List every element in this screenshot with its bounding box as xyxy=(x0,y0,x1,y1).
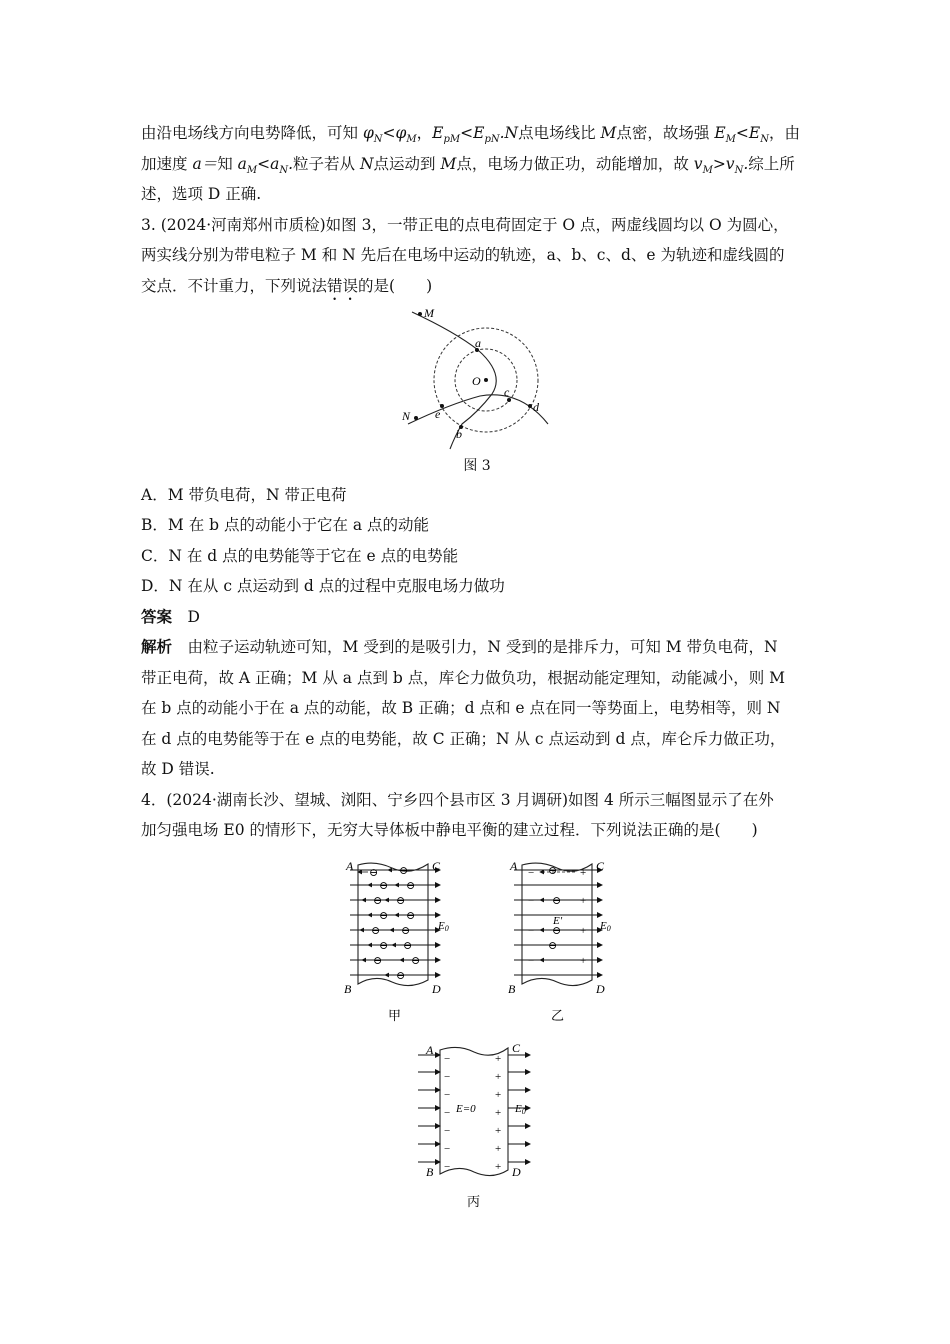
text: 知 xyxy=(217,154,238,173)
label-C: C xyxy=(432,859,441,873)
positive-charge: + xyxy=(495,1143,502,1155)
negative-charge: − xyxy=(444,1053,451,1065)
answer-label: 答案 xyxy=(141,607,173,626)
q3-stem-1: 3. (2024·河南郑州市质检)如图 3，一带正电的点电荷固定于 O 点，两虚线圆均以 O 为圆心， xyxy=(141,215,789,234)
electron: ⊖ xyxy=(369,867,379,879)
electron: ⊖ xyxy=(373,895,383,907)
positive-charge: + xyxy=(580,895,587,907)
text: 点运动到 xyxy=(373,154,441,173)
negative-charge: − xyxy=(444,1143,451,1155)
solution-line-3: 述，选项 D 正确. xyxy=(141,185,262,203)
label-b: b xyxy=(456,426,462,441)
label-d: d xyxy=(533,399,539,414)
label-E0: E0 xyxy=(600,920,611,933)
ep-inequality: $E_{pM}<E_{pN}.N$ xyxy=(432,124,519,146)
label-D: D xyxy=(432,982,441,996)
electron: ⊖ xyxy=(379,940,389,952)
var-N: N xyxy=(359,154,374,173)
label-C: C xyxy=(596,859,605,873)
figure-3-caption: 图 3 xyxy=(463,457,491,474)
text: 点电场线比 xyxy=(518,124,601,142)
figure-3 xyxy=(141,304,813,452)
analysis-line-4: 在 d 点的电势能等于在 e 点的电势能，故 C 正确；N 从 c 点运动到 d 点，库仑斥力做正功， xyxy=(141,729,786,748)
var-M: M xyxy=(440,154,457,173)
electron: ⊖ xyxy=(548,865,558,877)
electron: ⊖ xyxy=(379,880,389,892)
a-inequality: $a_M<a_N$. xyxy=(237,154,294,176)
label-N: N xyxy=(402,408,411,423)
negative-charge: − xyxy=(528,867,535,879)
electron: ⊖ xyxy=(396,970,406,982)
label-Eprime: E′ xyxy=(553,915,563,927)
positive-charge: + xyxy=(580,955,587,967)
emphasized-word: 错误 xyxy=(327,276,359,295)
q4-stem-2: 加匀强电场 E0 的情形下，无穷大导体板中静电平衡的建立过程．下列说法正确的是( ) xyxy=(141,821,758,839)
figure-bing xyxy=(418,1041,530,1209)
var-M: M xyxy=(600,124,617,142)
positive-charge: + xyxy=(495,1071,502,1083)
electron: ⊖ xyxy=(379,910,389,922)
text: ，由 xyxy=(768,124,800,142)
electron: ⊖ xyxy=(411,955,421,967)
option-b: B．M 在 b 点的动能小于它在 a 点的动能 xyxy=(141,516,430,534)
text: 的是( ) xyxy=(358,276,433,295)
electron: ⊖ xyxy=(406,880,416,892)
negative-charge: − xyxy=(528,955,535,967)
label-B: B xyxy=(508,982,516,996)
negative-charge: − xyxy=(444,1107,451,1119)
label-D: D xyxy=(512,1165,521,1179)
electron: ⊖ xyxy=(401,925,411,937)
answer-value: D xyxy=(187,607,200,626)
analysis-line-3: 在 b 点的动能小于在 a 点的动能，故 B 正确；d 点和 e 点在同一等势面上，电势相等，则 N xyxy=(141,699,781,717)
text: 加速度 xyxy=(141,154,193,173)
e-inequality: $E_M<E_N$ xyxy=(714,124,769,146)
point-O xyxy=(484,378,488,382)
positive-charge: + xyxy=(580,867,587,879)
a-eq: a＝ xyxy=(192,154,218,173)
label-O: O xyxy=(472,373,481,388)
analysis-line-5: 故 D 错误. xyxy=(141,760,215,778)
label-C: C xyxy=(512,1041,521,1055)
q3-stem-2: 两实线分别为带电粒子 M 和 N 先后在电场中运动的轨迹，a、b、c、d、e 为轨迹和虚线圆的 xyxy=(141,246,785,264)
negative-charge: − xyxy=(444,1089,451,1101)
text: 点，电场力做正功，动能增加，故 xyxy=(456,154,694,173)
electron: ⊖ xyxy=(552,925,562,937)
q3-stem-3 xyxy=(141,271,813,304)
positive-charge: + xyxy=(495,1107,502,1119)
electron: ⊖ xyxy=(371,925,381,937)
text: 交点．不计重力，下列说法 xyxy=(141,276,328,295)
text: 粒子若从 xyxy=(293,154,360,173)
figure-jia xyxy=(344,859,449,1023)
label-E0: E0 xyxy=(515,1103,526,1116)
text: 综上所 xyxy=(748,154,795,173)
q4-stem-1: 4．(2024·湖南长沙、望城、浏阳、宁乡四个县市区 3 月调研)如图 4 所示三幅图显示了在外 xyxy=(141,790,774,809)
figure-4 xyxy=(0,850,950,1230)
label-A: A xyxy=(510,859,518,873)
positive-charge: + xyxy=(495,1089,502,1101)
negative-charge: − xyxy=(444,1161,451,1173)
document-page xyxy=(141,118,813,846)
solution-line-2 xyxy=(141,149,813,180)
analysis-line-2: 带正电荷，故 A 正确；M 从 a 点到 b 点，库仑力做负功，根据动能定理知，动能减小，则 M xyxy=(141,668,786,687)
figure-3-diagram xyxy=(141,304,813,452)
phi-inequality: $\varphi_N<\varphi_M$ xyxy=(362,124,417,146)
electron: ⊖ xyxy=(403,940,413,952)
negative-charge: − xyxy=(444,1125,451,1137)
v-inequality: $v_M>v_N$. xyxy=(693,154,749,176)
label-D: D xyxy=(596,982,605,996)
electron: ⊖ xyxy=(373,955,383,967)
option-a: A．M 带负电荷，N 带正电荷 xyxy=(141,485,347,504)
negative-charge: − xyxy=(528,895,535,907)
label-E-zero: E=0 xyxy=(456,1103,476,1115)
analysis-line-1 xyxy=(141,632,813,663)
answer-line xyxy=(141,602,813,633)
negative-charge: − xyxy=(444,1071,451,1083)
caption-yi: 乙 xyxy=(551,1008,565,1023)
point-d xyxy=(528,404,532,408)
text: 由沿电场线方向电势降低，可知 xyxy=(141,124,363,142)
negative-charge: − xyxy=(528,925,535,937)
positive-charge: + xyxy=(495,1125,502,1137)
label-A: A xyxy=(346,859,354,873)
label-M: M xyxy=(424,305,434,320)
label-E0: E0 xyxy=(438,920,449,933)
electron: ⊖ xyxy=(406,910,416,922)
label-c: c xyxy=(504,384,510,399)
label-B: B xyxy=(344,982,352,996)
trajectory-M xyxy=(412,312,496,449)
point-N-start xyxy=(414,416,418,420)
point-e xyxy=(440,404,444,408)
text: 点密，故场强 xyxy=(616,124,715,142)
solution-line-1 xyxy=(141,118,813,149)
positive-charge: + xyxy=(495,1161,502,1173)
caption-jia: 甲 xyxy=(388,1008,402,1023)
positive-charge: + xyxy=(495,1053,502,1065)
positive-charge: + xyxy=(580,925,587,937)
text: 由粒子运动轨迹可知，M 受到的是吸引力，N 受到的是排斥力，可知 M 带负电荷，N xyxy=(187,638,778,656)
electron: ⊖ xyxy=(396,895,406,907)
electron: ⊖ xyxy=(399,865,409,877)
option-c: C．N 在 d 点的电势能等于它在 e 点的电势能 xyxy=(141,546,459,565)
label-B: B xyxy=(426,1165,434,1179)
label-e: e xyxy=(435,406,441,421)
analysis-label: 解析 xyxy=(141,638,173,656)
electron: ⊖ xyxy=(552,895,562,907)
label-a: a xyxy=(475,335,481,350)
caption-bing: 丙 xyxy=(467,1194,481,1209)
conductor-plate-jia xyxy=(358,863,428,985)
text: ， xyxy=(416,124,433,142)
figure-yi xyxy=(508,859,611,1023)
label-A: A xyxy=(426,1043,434,1057)
electron: ⊖ xyxy=(548,940,558,952)
point-M-start xyxy=(418,312,422,316)
option-d: D．N 在从 c 点运动到 d 点的过程中克服电场力做功 xyxy=(141,577,505,595)
